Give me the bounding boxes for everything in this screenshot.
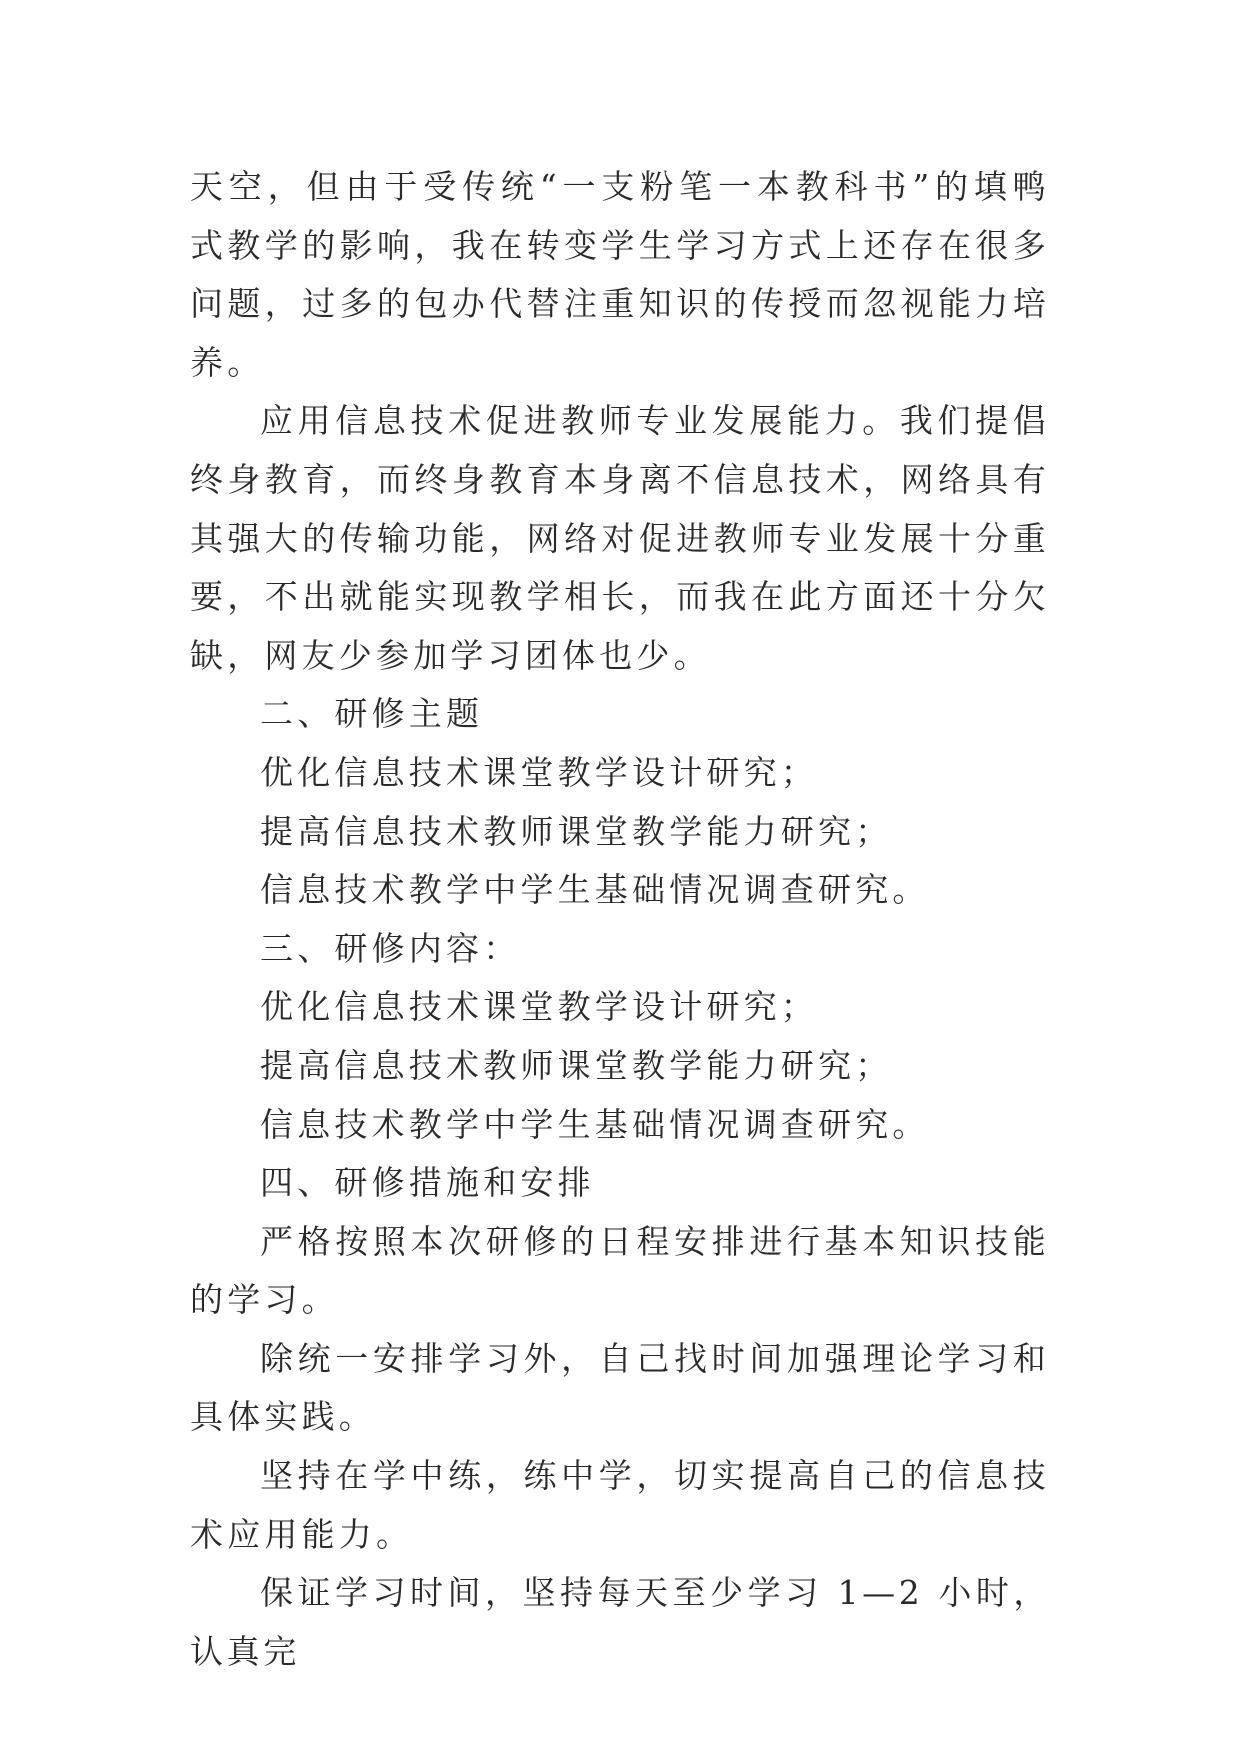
paragraph-measure-1: 严格按照本次研修的日程安排进行基本知识技能的学习。 bbox=[190, 1221, 1050, 1320]
list-item-theme-1: 优化信息技术课堂教学设计研究； bbox=[260, 752, 818, 792]
list-item-content-1: 优化信息技术课堂教学设计研究； bbox=[260, 987, 818, 1027]
document-body bbox=[190, 158, 1050, 1681]
paragraph-measure-3: 坚持在学中练，练中学，切实提高自己的信息技术应用能力。 bbox=[190, 1456, 1050, 1554]
paragraph-continuation: 天空，但由于受传统“一支粉笔一本教科书”的填鸭式教学的影响，我在转变学生学习方式上还存在很多问题，过多的包办代替注重知识的传授而忽视能力培养。 bbox=[190, 167, 1050, 382]
list-item-content-3: 信息技术教学中学生基础情况调查研究。 bbox=[260, 1104, 930, 1144]
heading-measures-arrangements: 四、研修措施和安排 bbox=[260, 1163, 595, 1203]
heading-research-content: 三、研修内容： bbox=[260, 928, 521, 968]
paragraph-it-professional-development: 应用信息技术促进教师专业发展能力。我们提倡终身教育，而终身教育本身离不信息技术，网络具有其强大的传输功能，网络对促进教师专业发展十分重要，不出就能实现教学相长，而我在此方面还十分欠缺，网友少参加学习团体也少。 bbox=[190, 401, 1050, 675]
list-item-content-2: 提高信息技术教师课堂教学能力研究； bbox=[260, 1045, 893, 1085]
paragraph-measure-2: 除统一安排学习外，自己找时间加强理论学习和具体实践。 bbox=[190, 1338, 1050, 1437]
list-item-theme-2: 提高信息技术教师课堂教学能力研究； bbox=[260, 811, 893, 851]
list-item-theme-3: 信息技术教学中学生基础情况调查研究。 bbox=[260, 870, 930, 910]
paragraph-measure-4: 保证学习时间，坚持每天至少学习 1—2 小时，认真完 bbox=[190, 1573, 1050, 1671]
heading-research-theme: 二、研修主题 bbox=[260, 694, 484, 734]
